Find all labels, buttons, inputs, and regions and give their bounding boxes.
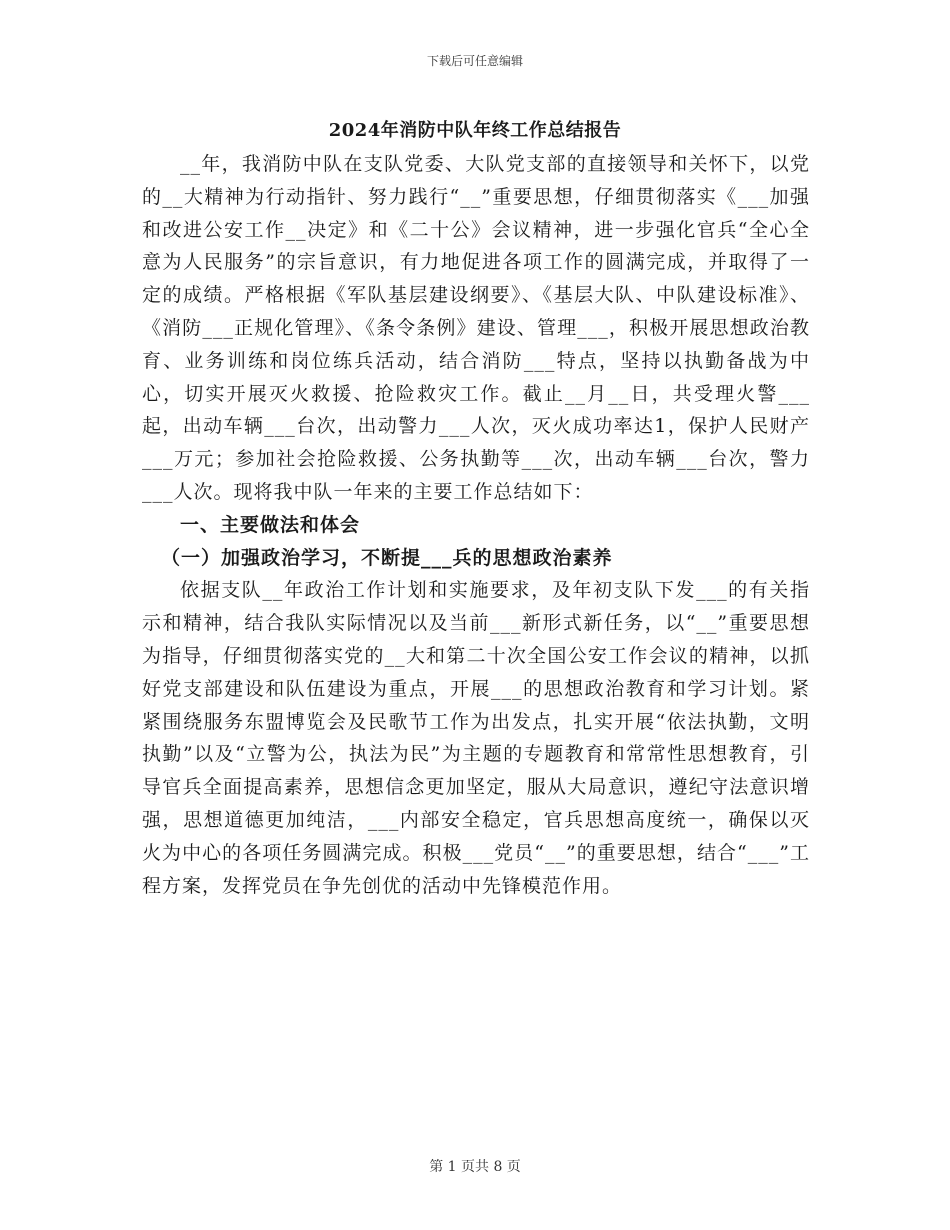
page-header-note: 下载后可任意编辑 xyxy=(426,54,523,68)
page-number: 第 1 页共 8 页 xyxy=(429,1159,521,1175)
document-body xyxy=(142,148,810,902)
subsection-paragraph: 依据支队__年政治工作计划和实施要求，及年初支队下发___的有关指示和精神，结合我队实际情况以及当前___新形式新任务，以“__”重要思想为指导，仔细贯彻落实党的__大和第二十次全国公安工作会议的精神，以抓好党支部建设和队伍建设为重点，开展___的思想政治教育和学习计划。紧紧围绕服务东盟博览会及民歌节工作为出发点，扎实开展“依法执勤，文明执勤”以及“立警为公，执法为民”为主题的专题教育和常常性思想教育，引导官兵全面提高素养，思想信念更加坚定，服从大局意识，遵纪守法意识增强，思想道德更加纯洁，___内部安全稳定，官兵思想高度统一，确保以灭火为中心的各项任务圆满完成。积极___党员“__”的重要思想，结合“___”工程方案，发挥党员在争先创优的活动中先锋模范作用。 xyxy=(142,579,810,897)
document-title: 2024年消防中队年终工作总结报告 xyxy=(328,120,622,141)
section-heading: 一、主要做法和体会 xyxy=(180,513,361,536)
subsection-heading: （一）加强政治学习，不断提___兵的思想政治素养 xyxy=(161,546,613,569)
intro-paragraph: __年，我消防中队在支队党委、大队党支部的直接领导和关怀下，以党的__大精神为行动指针、努力践行“__”重要思想，仔细贯彻落实《___加强和改进公安工作__决定》和《二十公》会议精神，进一步强化官兵“全心全意为人民服务”的宗旨意识，有力地促进各项工作的圆满完成，并取得了一定的成绩。严格根据《军队基层建设纲要》、《基层大队、中队建设标准》、《消防___正规化管理》、《条令条例》建设、管理___，积极开展思想政治教育、业务训练和岗位练兵活动，结合消防___特点，坚持以执勤备战为中心，切实开展灭火救援、抢险救灾工作。截止__月__日，共受理火警___起，出动车辆___台次，出动警力___人次，灭火成功率达1，保护人民财产___万元；参加社会抢险救援、公务执勤等___次，出动车辆___台次，警力___人次。现将我中队一年来的主要工作总结如下： xyxy=(142,153,810,503)
